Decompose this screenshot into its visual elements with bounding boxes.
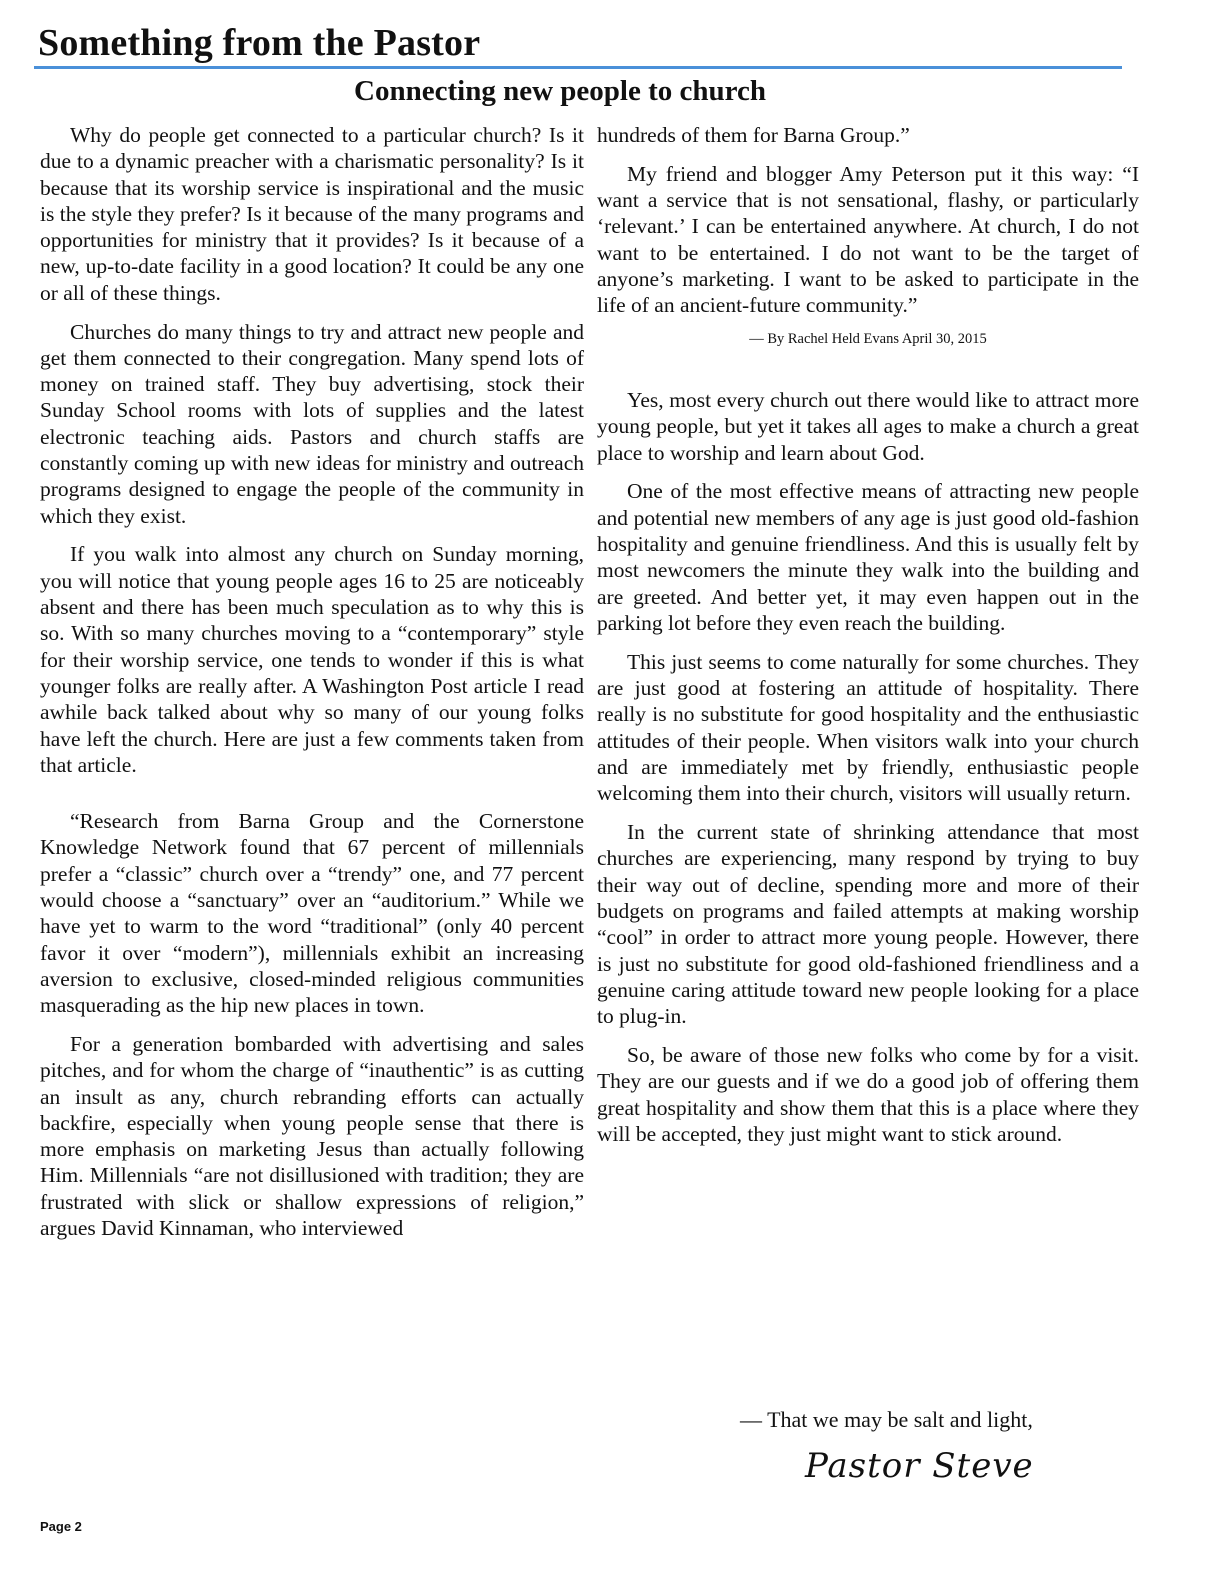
paragraph: For a generation bombarded with advertising and sales pitches, and for whom the charge of “inauthentic” is as cutting an insult as any, church rebranding efforts can actually backfire, especially when young people sense that there is more emphasis on marketing Jesus than actually following Him. Millennials “are not disillusioned with tradition; they are frustrated with slick or shallow expressions of religion,” argues David Kinnaman, who interviewed bbox=[40, 1032, 584, 1241]
paragraph: Churches do many things to try and attract new people and get them connected to their congregation. Many spend lots of money on trained staff. They buy advertising, stock their Sunday School rooms with lots of supplies and the latest electronic teaching aids. Pastors and church staffs are constantly coming up with new ideas for ministry and outreach programs designed to engage the people of the community in which they exist. bbox=[40, 319, 584, 528]
paragraph: hundreds of them for Barna Group.” bbox=[597, 123, 910, 147]
pastor-signature: Pastor Steve bbox=[805, 1446, 1034, 1486]
quote-paragraph: My friend and blogger Amy Peterson put it this way: “I want a service that is not sensational, flashy, or particularly ‘relevant.’ I can be entertained anywhere. At church, I do not want to be entertained. I do not want to be the target of anyone’s marketing. I want to be asked to participate in the life of an ancient-future community.” bbox=[597, 161, 1139, 318]
article-title: Connecting new people to church bbox=[354, 75, 766, 107]
paragraph: One of the most effective means of attracting new people and potential new members of any age is just good old-fashion hospitality and genuine friendliness. And this is usually felt by most newcomers the minute they walk into the building and are greeted. And better yet, it may even happen out in the parking lot before they even reach the building. bbox=[597, 479, 1139, 635]
right-column bbox=[597, 122, 1139, 1160]
page-number: Page 2 bbox=[40, 1519, 82, 1534]
quote-credit: — By Rachel Held Evans April 30, 2015 bbox=[749, 331, 987, 348]
title-divider bbox=[34, 66, 1122, 69]
quote-paragraph: “Research from Barna Group and the Cornerstone Knowledge Network found that 67 percent of millennials prefer a “classic” church over a “trendy” one, and 77 percent would choose a “sanctuary” over an “auditorium.” While we have yet to warm to the word “traditional” (only 40 percent favor it over “modern”), millennials exhibit an increasing aversion to exclusive, closed-minded religious communities masquerading as the hip new places in town. bbox=[40, 809, 584, 1018]
paragraph: So, be aware of those new folks who come by for a visit. They are our guests and if we do a good job of offering them great hospitality and show them that this is a place where they will be accepted, they just might want to stick around. bbox=[597, 1042, 1139, 1146]
page-title: Something from the Pastor bbox=[38, 22, 481, 64]
paragraph: If you walk into almost any church on Sunday morning, you will notice that young people ages 16 to 25 are noticeably absent and there has been much speculation as to why this is so. With so many churches moving to a “contemporary” style for their worship service, one tends to wonder if this is what younger folks are really after. A Washington Post article I read awhile back talked about why so many of our young folks have left the church. Here are just a few comments taken from that article. bbox=[40, 542, 584, 777]
paragraph: In the current state of shrinking attendance that most churches are experiencing, many respond by trying to buy their way out of decline, spending more and more of their budgets on programs and failed attempts at making worship “cool” in order to attract more young people. However, there is just no substitute for good old-fashioned friendliness and a genuine caring attitude toward new people looking for a place to plug-in. bbox=[597, 820, 1139, 1029]
paragraph: Yes, most every church out there would like to attract more young people, but yet it takes all ages to make a church a great place to worship and learn about God. bbox=[597, 388, 1139, 465]
paragraph: Why do people get connected to a particular church? Is it due to a dynamic preacher with a charismatic personality? Is it because that its worship service is inspirational and the music is the style they prefer? Is it because of the many programs and opportunities for ministry that it provides? Is it because of a new, up-to-date facility in a good location? It could be any one or all of these things. bbox=[40, 123, 584, 305]
paragraph: This just seems to come naturally for some churches. They are just good at fostering an attitude of hospitality. There really is no substitute for good hospitality and the enthusiastic attitudes of their people. When visitors walk into your church and are immediately met by friendly, enthusiastic people welcoming them into their church, visitors will usually return. bbox=[597, 649, 1139, 806]
left-column bbox=[40, 122, 584, 1254]
closing-line: — That we may be salt and light, bbox=[740, 1407, 1033, 1432]
